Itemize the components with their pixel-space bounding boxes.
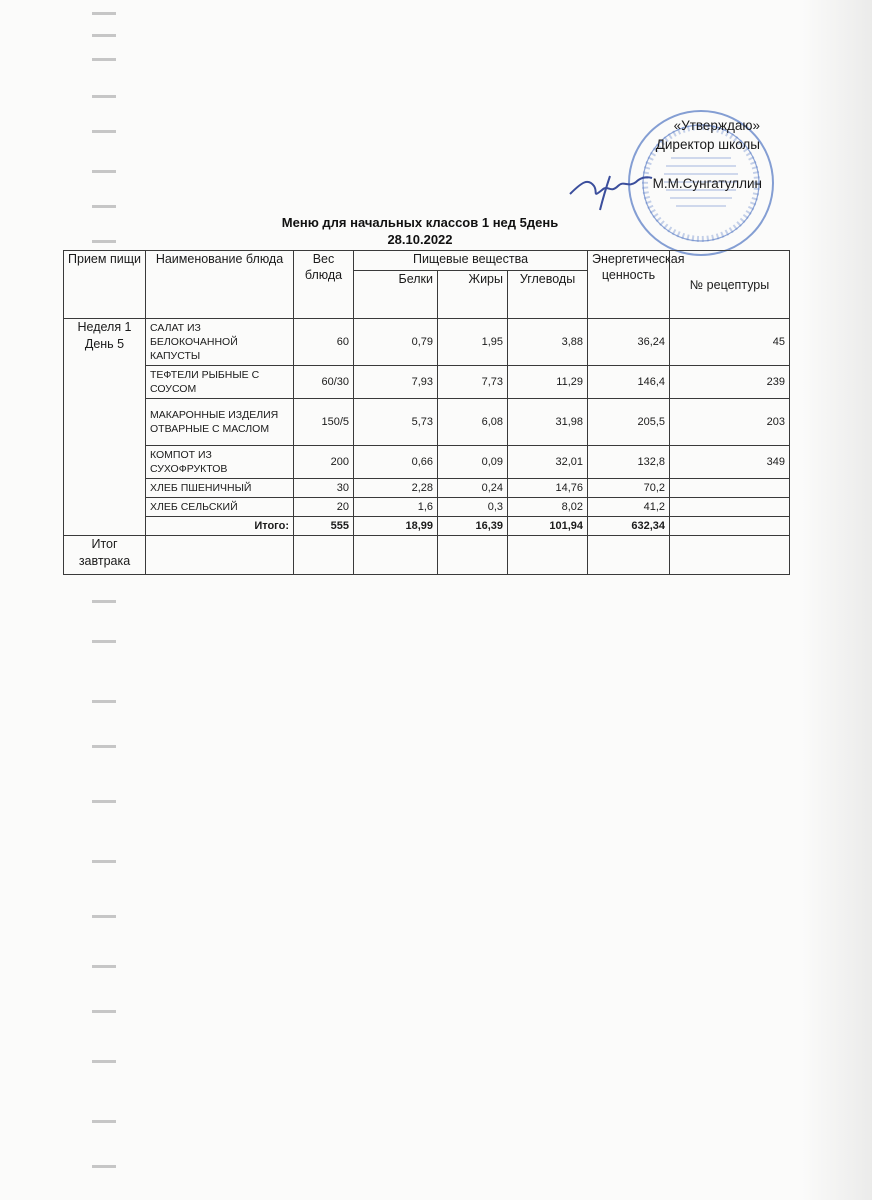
dish-name: ХЛЕБ СЕЛЬСКИЙ <box>146 498 294 517</box>
dish-energy: 205,5 <box>588 399 670 446</box>
dish-recipe: 349 <box>670 446 790 479</box>
dish-fat: 6,08 <box>438 399 508 446</box>
table-row <box>64 446 790 479</box>
col-header-protein: Белки <box>354 271 438 319</box>
col-header-weight: Вес блюда <box>294 251 354 319</box>
dish-energy: 41,2 <box>588 498 670 517</box>
meal-label: Неделя 1 День 5 <box>64 319 146 536</box>
dish-fat: 0,3 <box>438 498 508 517</box>
summary-label: Итог завтрака <box>64 536 146 575</box>
dish-name: МАКАРОННЫЕ ИЗДЕЛИЯ ОТВАРНЫЕ С МАСЛОМ <box>146 399 294 446</box>
title-line: Меню для начальных классов 1 нед 5день <box>281 215 559 230</box>
summary-cell <box>588 536 670 575</box>
header-row <box>64 251 790 271</box>
dish-protein: 0,79 <box>354 319 438 366</box>
menu-table <box>63 250 790 575</box>
page-shadow <box>802 0 872 1200</box>
title-date: 28.10.2022 <box>387 232 453 247</box>
dish-weight: 200 <box>294 446 354 479</box>
total-carbs: 101,94 <box>508 517 588 536</box>
col-header-carbs: Углеводы <box>508 271 588 319</box>
summary-row <box>64 536 790 575</box>
total-fat: 16,39 <box>438 517 508 536</box>
dish-protein: 0,66 <box>354 446 438 479</box>
dish-protein: 1,6 <box>354 498 438 517</box>
dish-weight: 20 <box>294 498 354 517</box>
dish-recipe: 45 <box>670 319 790 366</box>
dish-name: ТЕФТЕЛИ РЫБНЫЕ С СОУСОМ <box>146 366 294 399</box>
document-title <box>250 214 590 248</box>
col-header-energy: Энергетическая ценность <box>588 251 670 319</box>
summary-cell <box>354 536 438 575</box>
dish-energy: 146,4 <box>588 366 670 399</box>
table-row <box>64 319 790 366</box>
dish-recipe <box>670 498 790 517</box>
dish-carbs: 31,98 <box>508 399 588 446</box>
dish-fat: 0,24 <box>438 479 508 498</box>
dish-carbs: 3,88 <box>508 319 588 366</box>
dish-energy: 132,8 <box>588 446 670 479</box>
dish-weight: 30 <box>294 479 354 498</box>
dish-carbs: 32,01 <box>508 446 588 479</box>
dish-carbs: 8,02 <box>508 498 588 517</box>
total-weight: 555 <box>294 517 354 536</box>
col-header-recipe: № рецептуры <box>670 251 790 319</box>
dish-recipe <box>670 479 790 498</box>
col-header-dish: Наименование блюда <box>146 251 294 319</box>
col-header-meal: Прием пищи <box>64 251 146 319</box>
total-row <box>64 517 790 536</box>
dish-protein: 2,28 <box>354 479 438 498</box>
summary-cell <box>294 536 354 575</box>
dish-name: КОМПОТ ИЗ СУХОФРУКТОВ <box>146 446 294 479</box>
dish-carbs: 11,29 <box>508 366 588 399</box>
dish-name: ХЛЕБ ПШЕНИЧНЫЙ <box>146 479 294 498</box>
dish-protein: 7,93 <box>354 366 438 399</box>
summary-cell <box>438 536 508 575</box>
dish-weight: 150/5 <box>294 399 354 446</box>
approval-position: Директор школы <box>655 137 760 152</box>
summary-cell <box>670 536 790 575</box>
approval-heading: «Утверждаю» <box>673 118 760 133</box>
dish-recipe: 203 <box>670 399 790 446</box>
dish-fat: 1,95 <box>438 319 508 366</box>
total-recipe <box>670 517 790 536</box>
table-row <box>64 399 790 446</box>
approval-name: М.М.Сунгатуллин <box>652 176 762 191</box>
dish-energy: 70,2 <box>588 479 670 498</box>
total-protein: 18,99 <box>354 517 438 536</box>
dish-carbs: 14,76 <box>508 479 588 498</box>
dish-weight: 60 <box>294 319 354 366</box>
table-row <box>64 366 790 399</box>
table-row <box>64 498 790 517</box>
col-header-fat: Жиры <box>438 271 508 319</box>
binder-holes <box>92 0 132 1200</box>
dish-protein: 5,73 <box>354 399 438 446</box>
dish-name: САЛАТ ИЗ БЕЛОКОЧАННОЙ КАПУСТЫ <box>146 319 294 366</box>
dish-weight: 60/30 <box>294 366 354 399</box>
table-row <box>64 479 790 498</box>
dish-fat: 0,09 <box>438 446 508 479</box>
col-header-nutrients: Пищевые вещества <box>354 251 588 271</box>
total-energy: 632,34 <box>588 517 670 536</box>
dish-fat: 7,73 <box>438 366 508 399</box>
summary-cell <box>508 536 588 575</box>
dish-energy: 36,24 <box>588 319 670 366</box>
dish-recipe: 239 <box>670 366 790 399</box>
total-label: Итого: <box>146 517 294 536</box>
summary-cell <box>146 536 294 575</box>
